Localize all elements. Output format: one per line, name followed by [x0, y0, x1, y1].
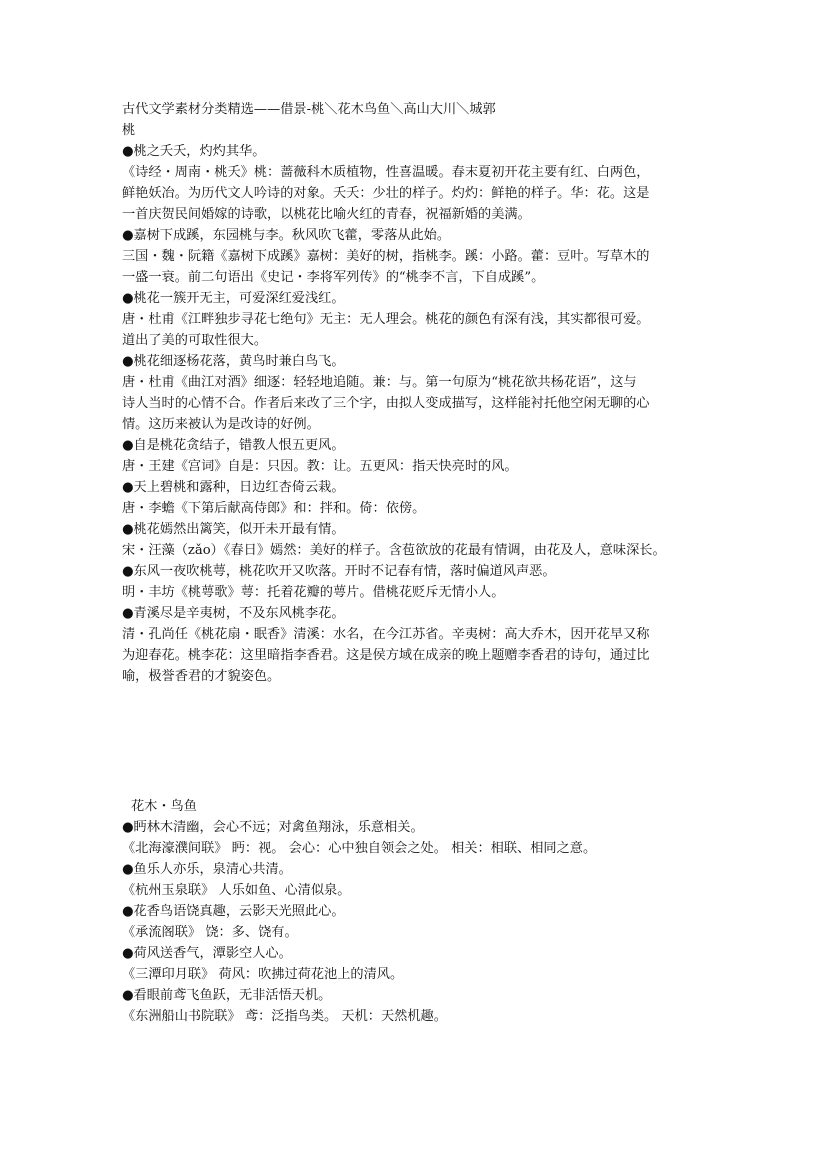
text-line: 清・孔尚任《桃花扇・眠香》清溪：水名，在今江苏省。辛夷树：高大乔木，因开花早又称	[122, 627, 650, 642]
text-line: ●看眼前鸢飞鱼跃，无非活悟天机。	[122, 988, 332, 1003]
text-line: 《三潭印月联》 荷风：吹拂过荷花池上的清风。	[122, 967, 404, 982]
text-line: 《诗经・周南・桃夭》桃：蔷薇科木质植物，性喜温暖。春末夏初开花主要有红、白两色，	[122, 165, 650, 180]
text-line: ●嘉树下成蹊，东园桃与李。秋风吹飞藿，零落从此始。	[122, 228, 451, 243]
text-line: 一首庆贺民间婚嫁的诗歌，以桃花比喻火红的青春，祝福新婚的美满。	[122, 207, 531, 222]
document-title: 古代文学素材分类精选——借景-桃＼花木鸟鱼＼高山大川＼城郭	[122, 102, 496, 117]
text-line: 唐・李蟾《下第后献高侍郎》和：拌和。倚：依傍。	[122, 501, 426, 516]
text-line: 《杭州玉泉联》 人乐如鱼、心清似泉。	[122, 883, 351, 898]
text-line: 一盛一衰。前二句语出《史记・李将军列传》的“桃李不言，下自成蹊”。	[122, 270, 545, 285]
text-line: ●鱼乐人亦乐，泉清心共清。	[122, 862, 292, 877]
text-line: 鲜艳妖冶。为历代文人吟诗的对象。夭夭：少壮的样子。灼灼：鲜艳的样子。华：花。这是	[122, 186, 650, 201]
text-line: 明・丰坊《桃萼歌》萼：托着花瓣的萼片。借桃花贬斥无情小人。	[122, 585, 505, 600]
text-line: 喻，极誉香君的才貌姿色。	[122, 669, 281, 684]
text-line: ●桃花嫣然出篱笑，似开未开最有情。	[122, 522, 345, 537]
text-line: ●荷风送香气，潭影空人心。	[122, 946, 292, 961]
text-line: 《东洲船山书院联》 鸢：泛指鸟类。 天机：天然机趣。	[122, 1009, 447, 1024]
text-line: 唐・杜甫《江畔独步寻花七绝句》无主：无人理会。桃花的颜色有深有浅，其实都很可爱。	[122, 312, 650, 327]
text-line: ●桃之夭夭，灼灼其华。	[122, 144, 266, 159]
text-line: ●青溪尽是辛夷树，不及东风桃李花。	[122, 606, 345, 621]
text-line: ●天上碧桃和露种，日边红杏倚云栽。	[122, 480, 345, 495]
text-line: 唐・王建《宫词》自是：只因。教：让。五更风：指天快亮时的风。	[122, 459, 518, 474]
text-line: 诗人当时的心情不合。作者后来改了三个字，由拟人变成描写，这样能衬托他空闲无聊的心	[122, 396, 650, 411]
text-line: 《承流阁联》 饶：多、饶有。	[122, 925, 298, 940]
text-line: 《北海濠濮间联》 眄：视。 会心：心中独自领会之处。 相关：相联、相同之意。	[122, 841, 597, 856]
text-line: ●自是桃花贪结子，错教人恨五更风。	[122, 438, 345, 453]
section-heading-peach: 桃	[122, 123, 136, 138]
text-line: 道出了美的可取性很大。	[122, 333, 268, 348]
text-line: 三国・魏・阮籍《嘉树下成蹊》嘉树：美好的树，指桃李。蹊：小路。藿：豆叶。写草木的	[122, 249, 650, 264]
text-line: 宋・汪藻（zǎo）《春日》嫣然：美好的样子。含苞欲放的花最有情调，由花及人，意味深长。	[122, 543, 666, 558]
text-line: ●花香鸟语饶真趣，云影天光照此心。	[122, 904, 345, 919]
text-line: ●东风一夜吹桃萼，桃花吹开又吹落。开时不记春有情，落时偏道风声恶。	[122, 564, 556, 579]
text-line: ●桃花一簇开无主，可爱深红爱浅红。	[122, 291, 345, 306]
section-heading-flora: 花木・鸟鱼	[131, 799, 197, 814]
text-line: ●桃花细逐杨花落，黄鸟时兼白鸟飞。	[122, 354, 345, 369]
text-line: 情。这历来被认为是改诗的好例。	[122, 417, 320, 432]
text-line: 唐・杜甫《曲江对酒》细逐：轻轻地追随。兼：与。第一句原为“桃花欲共杨花语”，这与	[122, 375, 637, 390]
text-line: 为迎春花。桃李花：这里暗指李香君。这是侯方域在成亲的晚上题赠李香君的诗句，通过比	[122, 648, 650, 663]
text-line: ●眄林木清幽，会心不远；对禽鱼翔泳，乐意相关。	[122, 820, 424, 835]
